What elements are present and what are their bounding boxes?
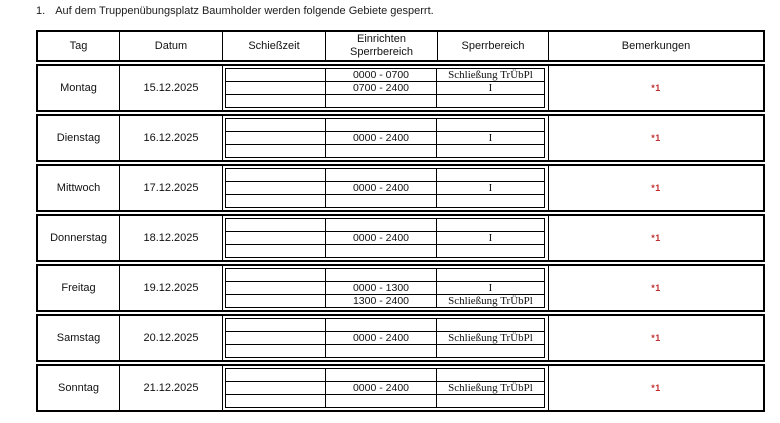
remarks-cell bbox=[549, 166, 763, 210]
einrichten-cell: 0000 - 2400 bbox=[326, 382, 437, 394]
remark-label: *1 bbox=[651, 383, 661, 393]
einrichten-cell bbox=[326, 319, 437, 331]
sperrbereich-cell bbox=[437, 195, 544, 207]
einrichten-cell: 1300 - 2400 bbox=[326, 295, 437, 307]
time-slot-row bbox=[226, 245, 544, 257]
sperrbereich-cell bbox=[437, 119, 544, 131]
table-row bbox=[36, 64, 765, 112]
header-bemerkungen: Bemerkungen bbox=[621, 39, 691, 52]
date-label: 19.12.2025 bbox=[143, 282, 199, 294]
einrichten-cell bbox=[326, 119, 437, 131]
schiesszeit-cell bbox=[226, 282, 326, 294]
einrichten-cell: 0000 - 0700 bbox=[326, 69, 437, 81]
schiesszeit-cell bbox=[226, 182, 326, 194]
time-slot-row bbox=[226, 269, 544, 282]
schiesszeit-cell bbox=[226, 395, 326, 407]
einrichten-cell bbox=[326, 245, 437, 257]
header-sperrbereich: Sperrbereich bbox=[438, 32, 549, 60]
schiesszeit-cell bbox=[226, 332, 326, 344]
day-cell bbox=[38, 166, 120, 210]
date-label: 21.12.2025 bbox=[143, 382, 199, 394]
schedule-table bbox=[36, 30, 765, 412]
einrichten-cell bbox=[326, 95, 437, 107]
date-cell bbox=[120, 366, 223, 410]
document-title bbox=[36, 5, 434, 17]
schiesszeit-cell bbox=[226, 145, 326, 157]
schiesszeit-cell bbox=[226, 382, 326, 394]
time-slot-row bbox=[226, 295, 544, 307]
time-slot-row bbox=[226, 369, 544, 382]
header-tag: Tag bbox=[38, 32, 120, 60]
date-cell bbox=[120, 216, 223, 260]
table-row bbox=[36, 114, 765, 162]
time-slot-row bbox=[226, 345, 544, 357]
remarks-cell bbox=[549, 116, 763, 160]
time-slot-subtable bbox=[225, 368, 545, 408]
schiesszeit-cell bbox=[226, 345, 326, 357]
sperrbereich-cell bbox=[437, 245, 544, 257]
time-slot-row bbox=[226, 95, 544, 107]
time-slot-row bbox=[226, 232, 544, 245]
sperrbereich-cell bbox=[437, 269, 544, 281]
time-slot-row bbox=[226, 119, 544, 132]
remarks-cell bbox=[549, 316, 763, 360]
remark-label: *1 bbox=[651, 133, 661, 143]
sperrbereich-cell bbox=[437, 219, 544, 231]
header-datum: Datum bbox=[120, 32, 223, 60]
sperrbereich-cell: Schließung TrÜbPl bbox=[448, 69, 533, 81]
time-slot-row bbox=[226, 319, 544, 332]
table-row bbox=[36, 214, 765, 262]
sperrbereich-cell: I bbox=[488, 232, 493, 244]
schiesszeit-cell bbox=[226, 119, 326, 131]
einrichten-cell: 0000 - 2400 bbox=[326, 132, 437, 144]
day-label: Freitag bbox=[61, 282, 96, 294]
einrichten-cell bbox=[326, 345, 437, 357]
time-slot-section bbox=[223, 66, 549, 110]
day-label: Donnerstag bbox=[50, 232, 107, 244]
date-cell bbox=[120, 116, 223, 160]
table-row bbox=[36, 314, 765, 362]
time-slot-section bbox=[223, 366, 549, 410]
sperrbereich-cell: I bbox=[488, 82, 493, 94]
date-label: 17.12.2025 bbox=[143, 182, 199, 194]
day-label: Dienstag bbox=[56, 132, 101, 144]
einrichten-cell bbox=[326, 145, 437, 157]
sperrbereich-cell bbox=[437, 95, 544, 107]
time-slot-section bbox=[223, 216, 549, 260]
day-cell bbox=[38, 366, 120, 410]
day-label: Sonntag bbox=[58, 382, 99, 394]
schiesszeit-cell bbox=[226, 95, 326, 107]
remark-label: *1 bbox=[651, 183, 661, 193]
time-slot-row bbox=[226, 69, 544, 82]
remarks-cell bbox=[549, 266, 763, 310]
table-row bbox=[36, 364, 765, 412]
sperrbereich-cell: I bbox=[488, 282, 493, 294]
sperrbereich-cell: Schließung TrÜbPl bbox=[448, 295, 533, 307]
time-slot-subtable bbox=[225, 268, 545, 308]
title-number: 1. bbox=[36, 5, 46, 17]
day-cell bbox=[38, 316, 120, 360]
sperrbereich-cell: I bbox=[488, 182, 493, 194]
einrichten-cell bbox=[326, 195, 437, 207]
schiesszeit-cell bbox=[226, 369, 326, 381]
remarks-cell bbox=[549, 366, 763, 410]
sperrbereich-cell bbox=[437, 369, 544, 381]
einrichten-cell: 0000 - 2400 bbox=[326, 332, 437, 344]
einrichten-cell: 0000 - 2400 bbox=[326, 232, 437, 244]
time-slot-row bbox=[226, 132, 544, 145]
day-cell bbox=[38, 216, 120, 260]
einrichten-cell: 0000 - 2400 bbox=[326, 182, 437, 194]
time-slot-section bbox=[223, 316, 549, 360]
schiesszeit-cell bbox=[226, 169, 326, 181]
schiesszeit-cell bbox=[226, 219, 326, 231]
time-slot-row bbox=[226, 145, 544, 157]
time-slot-row bbox=[226, 219, 544, 232]
schiesszeit-cell bbox=[226, 319, 326, 331]
remark-label: *1 bbox=[651, 233, 661, 243]
time-slot-row bbox=[226, 332, 544, 345]
date-label: 16.12.2025 bbox=[143, 132, 199, 144]
schiesszeit-cell bbox=[226, 132, 326, 144]
date-cell bbox=[120, 66, 223, 110]
sperrbereich-cell bbox=[437, 145, 544, 157]
sperrbereich-cell: I bbox=[488, 132, 493, 144]
remarks-cell bbox=[549, 66, 763, 110]
day-cell bbox=[38, 66, 120, 110]
table-row bbox=[36, 264, 765, 312]
time-slot-row bbox=[226, 82, 544, 95]
einrichten-cell bbox=[326, 169, 437, 181]
date-label: 20.12.2025 bbox=[143, 332, 199, 344]
table-row bbox=[36, 164, 765, 212]
table-header-row bbox=[36, 30, 765, 62]
time-slot-row bbox=[226, 395, 544, 407]
time-slot-row bbox=[226, 169, 544, 182]
day-label: Montag bbox=[60, 82, 97, 94]
time-slot-section bbox=[223, 116, 549, 160]
title-text: Auf dem Truppenübungsplatz Baumholder werden folgende Gebiete gesperrt. bbox=[55, 5, 434, 17]
day-label: Samstag bbox=[56, 332, 101, 344]
table-body bbox=[36, 64, 765, 412]
header-einrichten-sperrbereich: Einrichten Sperrbereich bbox=[326, 32, 438, 60]
sperrbereich-cell bbox=[437, 345, 544, 357]
einrichten-cell: 0000 - 1300 bbox=[326, 282, 437, 294]
day-label: Mittwoch bbox=[56, 182, 101, 194]
sperrbereich-cell: Schließung TrÜbPl bbox=[448, 332, 533, 344]
einrichten-cell bbox=[326, 369, 437, 381]
date-label: 18.12.2025 bbox=[143, 232, 199, 244]
time-slot-subtable bbox=[225, 218, 545, 258]
day-cell bbox=[38, 266, 120, 310]
time-slot-row bbox=[226, 382, 544, 395]
day-cell bbox=[38, 116, 120, 160]
einrichten-cell: 0700 - 2400 bbox=[326, 82, 437, 94]
remarks-cell bbox=[549, 216, 763, 260]
remark-label: *1 bbox=[651, 83, 661, 93]
date-cell bbox=[120, 266, 223, 310]
time-slot-section bbox=[223, 266, 549, 310]
einrichten-cell bbox=[326, 269, 437, 281]
header-schiesszeit: Schießzeit bbox=[223, 32, 326, 60]
remark-label: *1 bbox=[651, 283, 661, 293]
time-slot-row bbox=[226, 182, 544, 195]
time-slot-subtable bbox=[225, 118, 545, 158]
sperrbereich-cell: Schließung TrÜbPl bbox=[448, 382, 533, 394]
schiesszeit-cell bbox=[226, 232, 326, 244]
schiesszeit-cell bbox=[226, 69, 326, 81]
sperrbereich-cell bbox=[437, 395, 544, 407]
schiesszeit-cell bbox=[226, 295, 326, 307]
time-slot-row bbox=[226, 195, 544, 207]
time-slot-subtable bbox=[225, 68, 545, 108]
time-slot-row bbox=[226, 282, 544, 295]
time-slot-section bbox=[223, 166, 549, 210]
time-slot-subtable bbox=[225, 168, 545, 208]
einrichten-cell bbox=[326, 219, 437, 231]
date-label: 15.12.2025 bbox=[143, 82, 199, 94]
sperrbereich-cell bbox=[437, 319, 544, 331]
schiesszeit-cell bbox=[226, 82, 326, 94]
schiesszeit-cell bbox=[226, 269, 326, 281]
schiesszeit-cell bbox=[226, 245, 326, 257]
remark-label: *1 bbox=[651, 333, 661, 343]
schiesszeit-cell bbox=[226, 195, 326, 207]
einrichten-cell bbox=[326, 395, 437, 407]
date-cell bbox=[120, 166, 223, 210]
time-slot-subtable bbox=[225, 318, 545, 358]
sperrbereich-cell bbox=[437, 169, 544, 181]
date-cell bbox=[120, 316, 223, 360]
